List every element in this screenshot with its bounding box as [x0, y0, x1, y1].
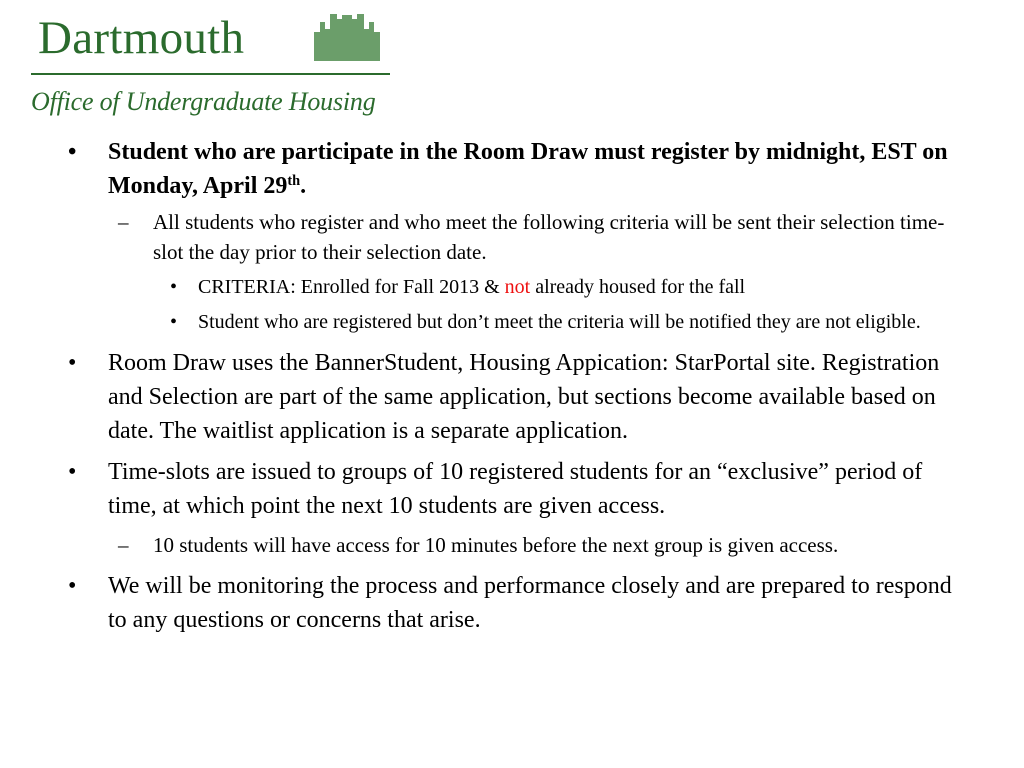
criteria-suffix: already housed for the fall: [530, 276, 746, 298]
bullet-text: We will be monitoring the process and performance closely and are prepared to respond to any questions or concerns that arise.: [108, 573, 952, 633]
bullet-marker: •: [68, 459, 77, 485]
bullet-register-deadline: [64, 135, 974, 203]
dash-marker: –: [118, 533, 129, 557]
bullet-marker: •: [68, 139, 77, 165]
bullet-monitoring: [64, 569, 974, 637]
subbullet-text: 10 students will have access for 10 minutes before the next group is given access.: [153, 533, 839, 557]
slide-content: [64, 135, 974, 644]
ordinal-suffix: th: [287, 173, 301, 190]
subsubbullet-not-eligible: [64, 307, 974, 337]
logo-title: Dartmouth: [38, 12, 245, 64]
bullet-marker: •: [68, 573, 77, 599]
bullet-text: Time-slots are issued to groups of 10 registered students for an “exclusive” period of time, at which point the next 10 students are given access.: [108, 459, 923, 519]
logo-divider: [31, 73, 390, 75]
subbullet-selection-timeslot: [64, 207, 974, 267]
logo-subtitle: Office of Undergraduate Housing: [31, 87, 376, 116]
building-icon: [314, 14, 380, 61]
dash-marker: –: [118, 210, 129, 234]
criteria-prefix: CRITERIA: Enrolled for Fall 2013 &: [198, 276, 505, 298]
subsubbullet-text: Student who are registered but don’t meet the criteria will be notified they are not eligible.: [198, 311, 921, 333]
subsubbullet-criteria: [64, 272, 974, 302]
bullet-marker: •: [170, 311, 178, 333]
bullet-end: .: [300, 173, 307, 199]
bullet-marker: •: [170, 276, 178, 298]
bullet-starportal: [64, 346, 974, 448]
bullet-timeslots: [64, 455, 974, 523]
subbullet-access-window: [64, 530, 974, 560]
bullet-text: Room Draw uses the BannerStudent, Housing Appication: StarPortal site. Registration and Selection are part of the same application, but sections become available based on date. The waitlist application is a separate application.: [108, 350, 940, 444]
bullet-marker: •: [68, 350, 77, 376]
subbullet-text: All students who register and who meet the following criteria will be sent their selection time-slot the day prior to their selection date.: [153, 210, 945, 264]
criteria-not-highlight: not: [504, 276, 531, 298]
bullet-text: Student who are participate in the Room Draw must register by midnight, EST on Monday, April 29: [108, 139, 948, 199]
